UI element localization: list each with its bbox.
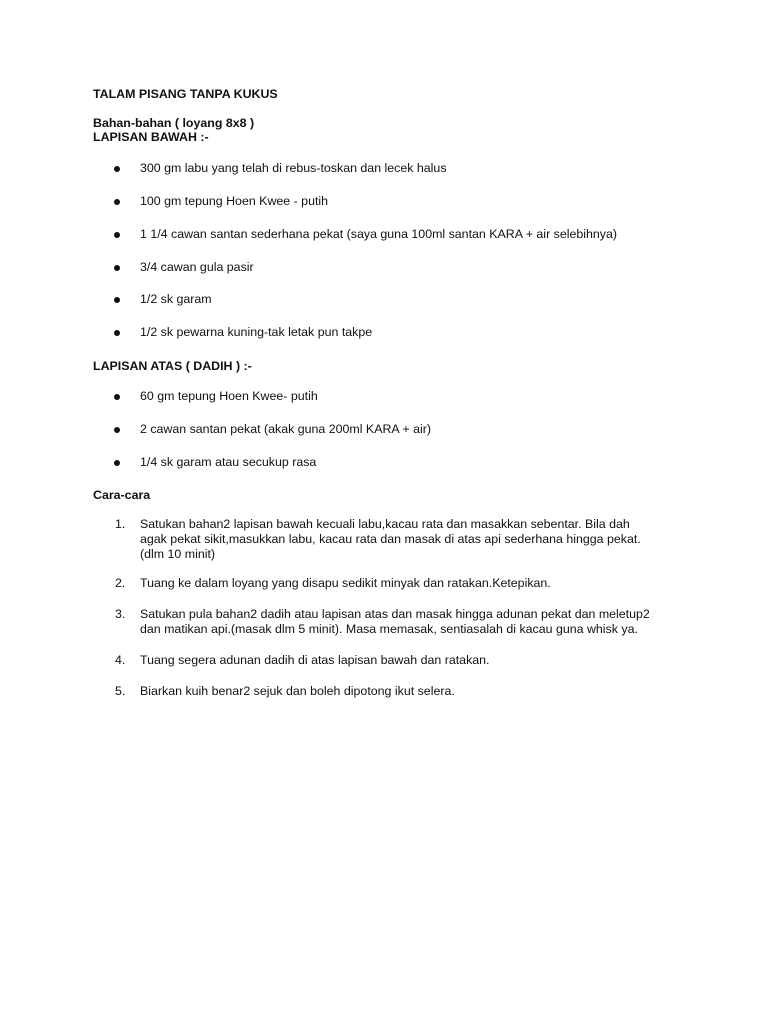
list-item-text: 300 gm labu yang telah di rebus-toskan dan lecek halus [140,161,447,175]
step-number: 5. [115,684,126,698]
bullet-icon [114,265,120,271]
list-item-text: 1/4 sk garam atau secukup rasa [140,455,317,469]
page-title: TALAM PISANG TANPA KUKUS [93,87,278,101]
step-text: Satukan bahan2 lapisan bawah kecuali labu,kacau rata dan masakkan sebentar. Bila dah agak pekat sikit,masukkan labu, kacau rata dan masak di atas api sederhana hingga pekat. (dlm 10 minit) [140,517,641,561]
bullet-icon [114,297,120,303]
top-layer-heading: LAPISAN ATAS ( DADIH ) :- [93,359,252,373]
list-item-text: 2 cawan santan pekat (akak guna 200ml KARA + air) [140,422,432,436]
bullet-icon [114,232,120,238]
step-number: 2. [115,576,126,590]
step-text: Tuang ke dalam loyang yang disapu sedikit minyak dan ratakan.Ketepikan. [140,576,551,590]
step-text: Biarkan kuih benar2 sejuk dan boleh dipotong ikut selera. [140,684,455,698]
bottom-layer-heading: LAPISAN BAWAH :- [93,130,209,144]
step-number: 4. [115,653,126,667]
bullet-icon [114,427,120,433]
step-number: 3. [115,607,126,621]
step-text: Tuang segera adunan dadih di atas lapisan bawah dan ratakan. [140,653,490,667]
list-item-text: 1/2 sk pewarna kuning-tak letak pun takpe [140,325,373,339]
list-item-text: 60 gm tepung Hoen Kwee- putih [140,389,318,403]
bullet-icon [114,394,120,400]
method-heading: Cara-cara [93,488,151,502]
bullet-icon [114,460,120,466]
bullet-icon [114,330,120,336]
list-item-text: 3/4 cawan gula pasir [140,260,254,274]
list-item-text: 1 1/4 cawan santan sederhana pekat (saya guna 100ml santan KARA + air selebihnya) [140,227,618,241]
bullet-icon [114,199,120,205]
ingredients-heading: Bahan-bahan ( loyang 8x8 ) [93,116,255,130]
step-number: 1. [115,517,126,531]
list-item-text: 100 gm tepung Hoen Kwee - putih [140,194,329,208]
list-item-text: 1/2 sk garam [140,292,212,306]
bullet-icon [114,166,120,172]
step-text: Satukan pula bahan2 dadih atau lapisan atas dan masak hingga adunan pekat dan meletup2 dan matikan api.(masak dlm 5 minit). Masa memasak, sentiasalah di kacau guna whisk ya. [140,607,650,636]
